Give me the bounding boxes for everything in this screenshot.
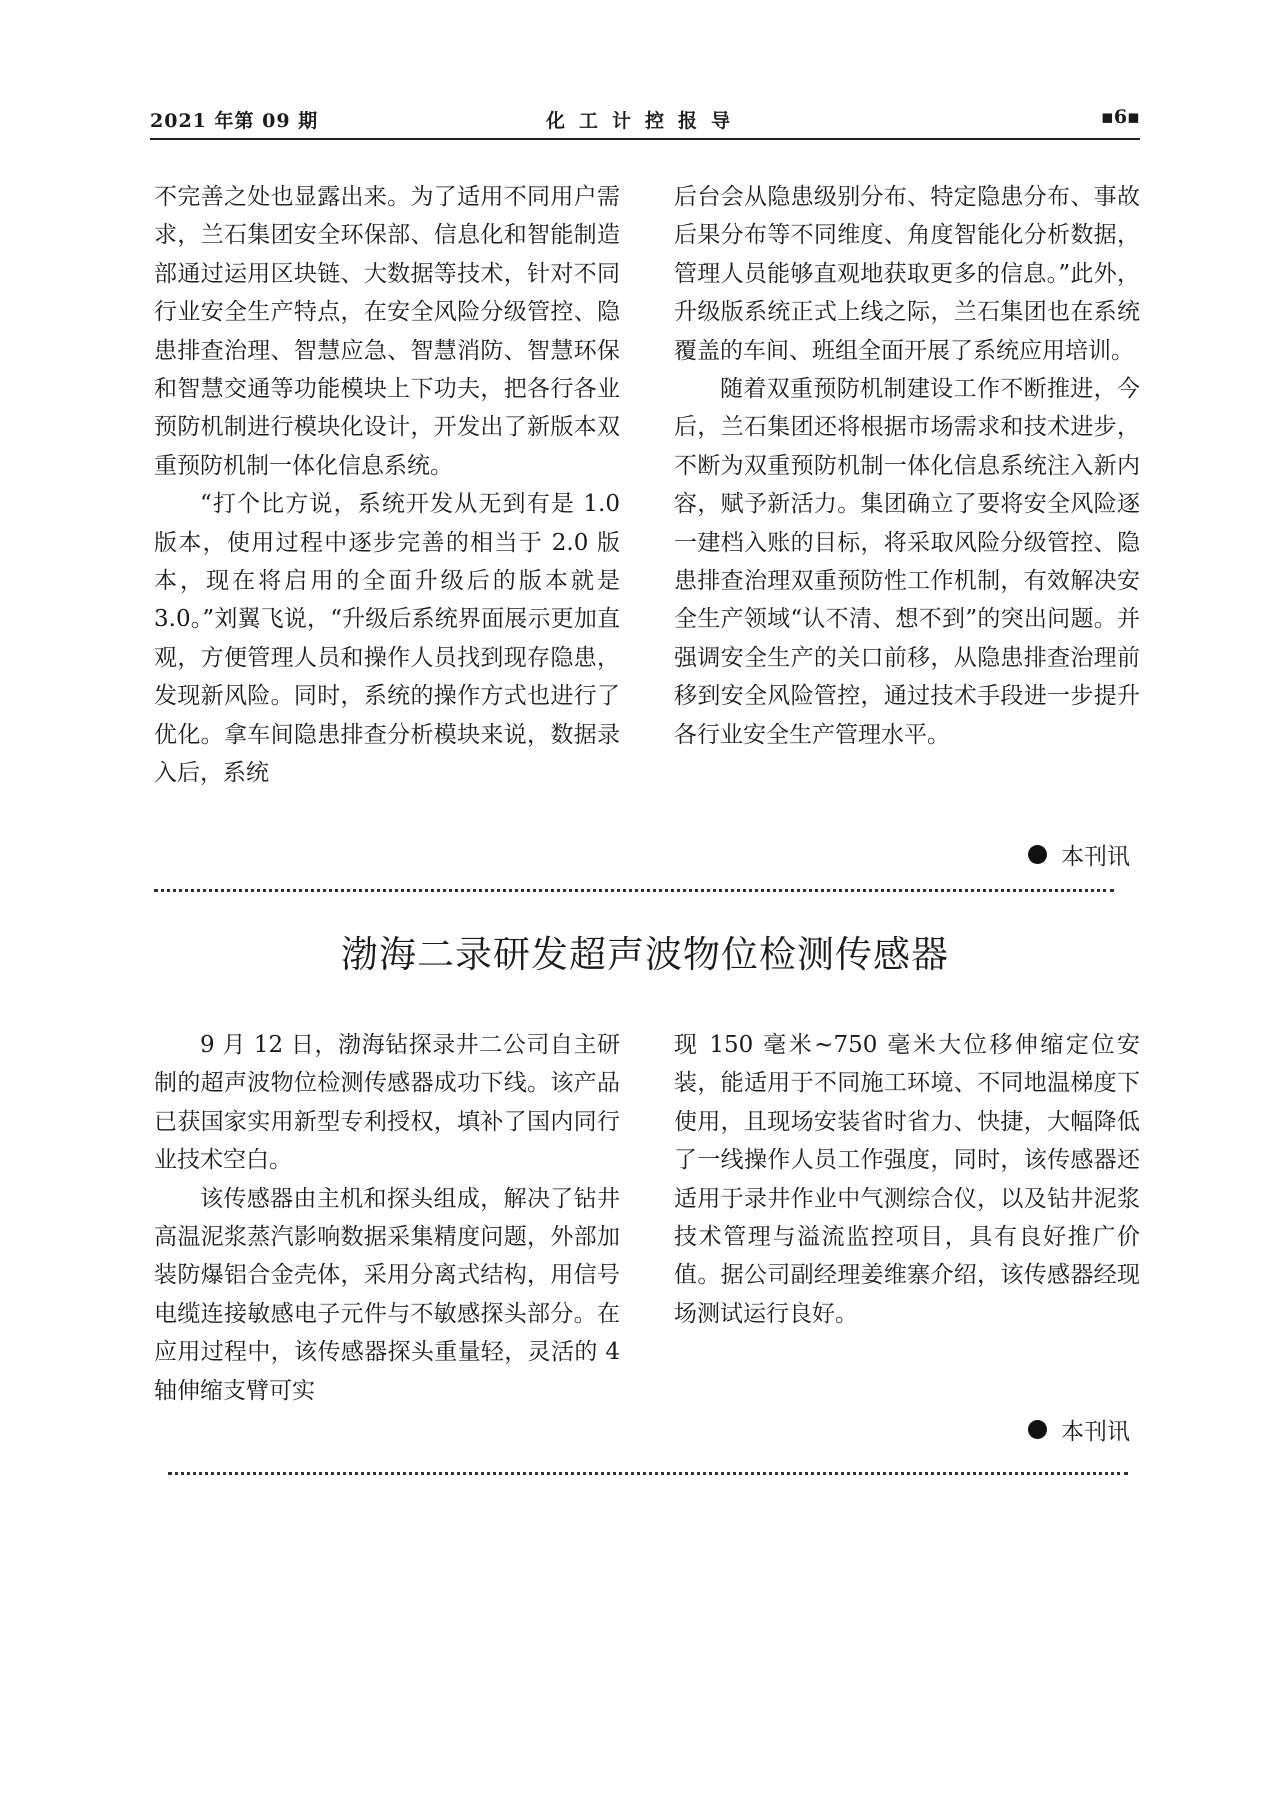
issue-number: 2021 年第 09 期	[150, 110, 319, 132]
dotted-divider	[154, 889, 1114, 892]
dotted-divider	[168, 1472, 1128, 1475]
article2-right-para-1: 现 150 毫米~750 毫米大位移伸缩定位安装，能适用于不同施工环境、不同地温梯度下使用，且现场安装省时省力、快捷，大幅降低了一线操作人员工作强度，同时，该传感器还适用于录井作业中气测综合仪，以及钻井泥浆技术管理与溢流监控项目，具有良好推广价值。据公司副经理姜维寨介绍，该传感器经现场测试运行良好。	[674, 1032, 1140, 1327]
journal-name: 化工计控报导	[545, 110, 744, 132]
bullet-dot-icon	[1028, 1420, 1047, 1439]
page-header	[150, 104, 1140, 140]
article1-source	[1028, 838, 1130, 871]
article1-right-column	[674, 178, 1140, 754]
article1-right-para-2: 随着双重预防机制建设工作不断推进，今后，兰石集团还将根据市场需求和技术进步，不断为双重预防机制一体化信息系统注入新内容，赋予新活力。集团确立了要将安全风险逐一建档入账的目标，将采取风险分级管控、隐患排查治理双重预防性工作机制，有效解决安全生产领域“认不清、想不到”的突出问题。并强调安全生产的关口前移，从隐患排查治理前移到安全风险管控，通过技术手段进一步提升各行业安全生产管理水平。	[674, 376, 1140, 748]
article1-left-para-1: 不完善之处也显露出来。为了适用不同用户需求，兰石集团安全环保部、信息化和智能制造部通过运用区块链、大数据等技术，针对不同行业安全生产特点，在安全风险分级管控、隐患排查治理、智慧应急、智慧消防、智慧环保和智慧交通等功能模块上下功夫，把各行各业预防机制进行模块化设计，开发出了新版本双重预防机制一体化信息系统。	[154, 184, 620, 479]
article2-source-label: 本刊讯	[1061, 1419, 1130, 1445]
article2-left-column	[154, 1026, 620, 1410]
article2-right-column	[674, 1026, 1140, 1333]
article2-left-para-2: 该传感器由主机和探头组成，解决了钻井高温泥浆蒸汽影响数据采集精度问题，外部加装防爆铝合金壳体，采用分离式结构，用信号电缆连接敏感电子元件与不敏感探头部分。在应用过程中，该传感器探头重量轻，灵活的 4 轴伸缩支臂可实	[154, 1185, 620, 1404]
article1-right-para-1: 后台会从隐患级别分布、特定隐患分布、事故后果分布等不同维度、角度智能化分析数据，管理人员能够直观地获取更多的信息。”此外，升级版系统正式上线之际，兰石集团也在系统覆盖的车间、班组全面开展了系统应用培训。	[674, 184, 1140, 364]
bullet-dot-icon	[1028, 845, 1047, 864]
page-number: ▪6▪	[1101, 106, 1140, 128]
article1-source-label: 本刊讯	[1061, 844, 1130, 870]
article1-left-para-2: “打个比方说，系统开发从无到有是 1.0 版本，使用过程中逐步完善的相当于 2.0 版本，现在将启用的全面升级后的版本就是 3.0。”刘翼飞说，“升级后系统界面展示更加直观，方便管理人员和操作人员找到现存隐患，发现新风险。同时，系统的操作方式也进行了优化。拿车间隐患排查分析模块来说，数据录入后，系统	[154, 491, 620, 787]
article2-title: 渤海二录研发超声波物位检测传感器	[341, 933, 949, 976]
article1-left-column	[154, 178, 620, 793]
article2-left-para-1: 9 月 12 日，渤海钻探录井二公司自主研制的超声波物位检测传感器成功下线。该产品已获国家实用新型专利授权，填补了国内同行业技术空白。	[154, 1032, 620, 1174]
article2-source	[1028, 1413, 1130, 1446]
